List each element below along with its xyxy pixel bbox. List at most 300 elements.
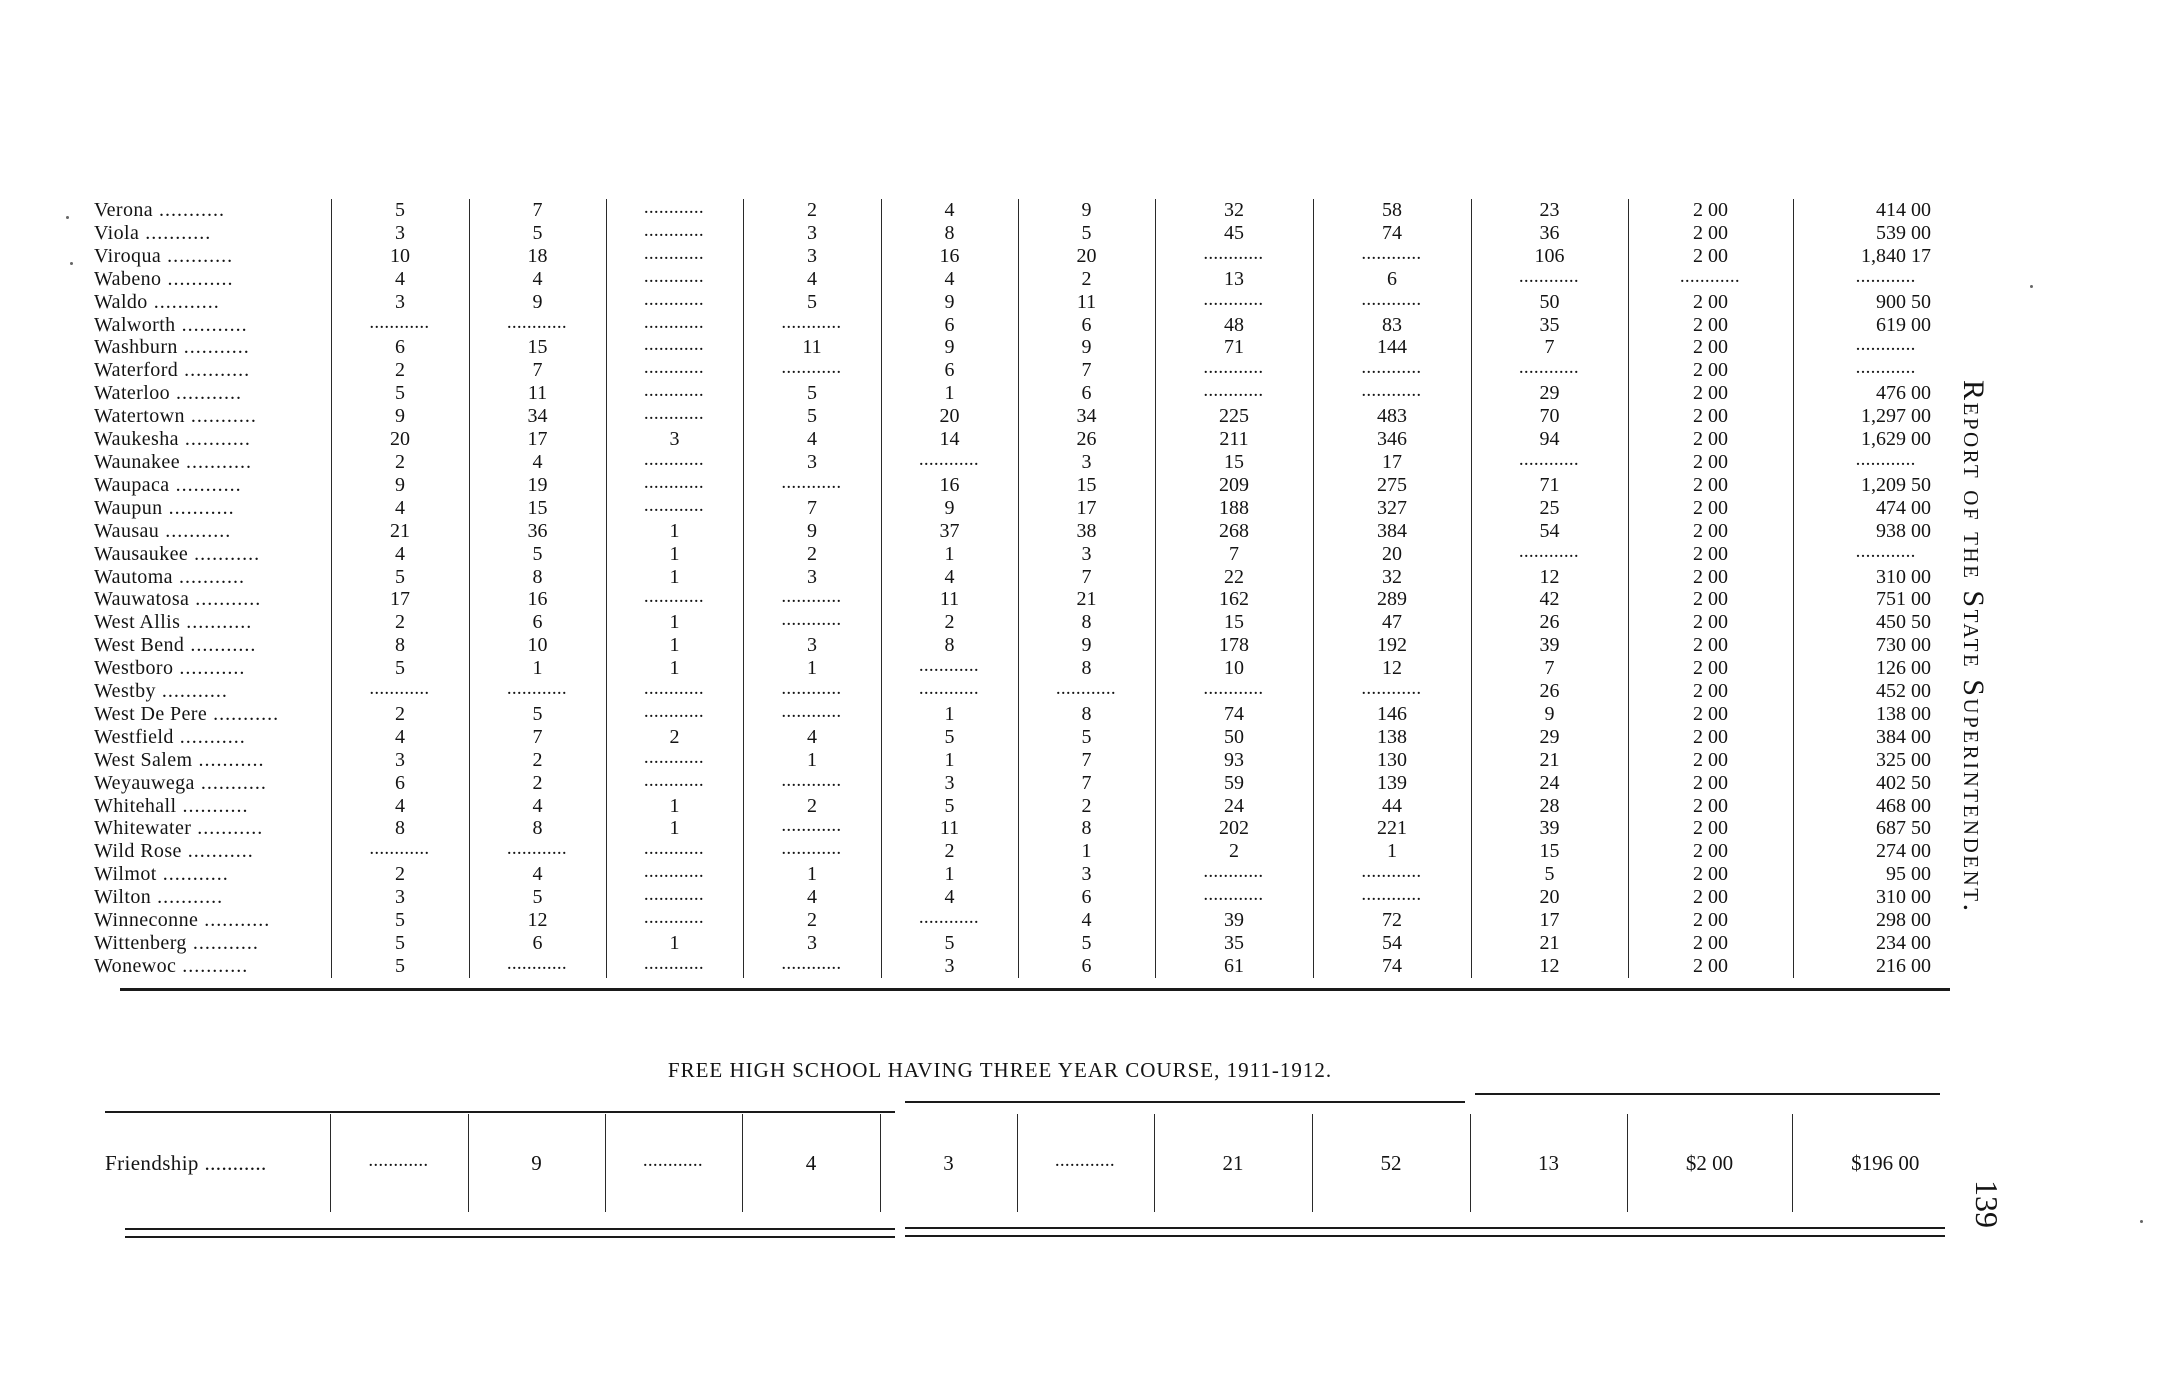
table-cell: 5: [331, 909, 469, 932]
table-cell: 192: [1313, 634, 1471, 657]
school-name: [90, 795, 331, 818]
empty-cell-dots: ............: [743, 817, 881, 840]
table-cell: 1: [881, 382, 1018, 405]
table-cell: 19: [469, 474, 606, 497]
table-cell: 50: [1471, 291, 1628, 314]
school-name: [90, 474, 331, 497]
table-cell: 12: [1471, 955, 1628, 978]
school-name: [90, 451, 331, 474]
empty-cell-dots: ............: [743, 680, 881, 703]
empty-cell-dots: ............: [606, 886, 743, 909]
table-cell: 70: [1471, 405, 1628, 428]
table-cell: 35: [1471, 314, 1628, 337]
table-cell: 29: [1471, 382, 1628, 405]
table-row: [90, 588, 1979, 611]
table-cell: 17: [331, 588, 469, 611]
empty-cell-dots: ............: [881, 451, 1018, 474]
school-name: [90, 657, 331, 680]
empty-cell-dots: ............: [1313, 291, 1471, 314]
dot-leader: ...........: [170, 382, 243, 405]
table-cell: 5: [743, 382, 881, 405]
dot-leader: ...........: [192, 748, 265, 771]
empty-cell-dots: ............: [606, 245, 743, 268]
table-cell: 4: [743, 886, 881, 909]
school-name-text: Wilmot: [94, 863, 157, 886]
table-row: [90, 359, 1979, 382]
table-row: [90, 245, 1979, 268]
table-cell: 2 00: [1628, 955, 1793, 978]
table-cell: 3: [743, 566, 881, 589]
table-cell: 4: [743, 726, 881, 749]
empty-cell-dots: ............: [330, 1114, 468, 1212]
school-name-text: West Allis: [94, 611, 181, 634]
table-cell: 2 00: [1628, 336, 1793, 359]
table-cell: 9: [1018, 336, 1155, 359]
table-cell: 1: [881, 543, 1018, 566]
table-row: [90, 680, 1979, 703]
table-row: [90, 199, 1979, 222]
table-cell: 346: [1313, 428, 1471, 451]
empty-cell-dots: ............: [1471, 268, 1628, 291]
dot-leader: ...........: [176, 954, 249, 977]
school-name-text: Wauwatosa: [94, 588, 190, 611]
table-cell: 3: [743, 634, 881, 657]
school-name-text: Westfield: [94, 725, 174, 748]
table-cell: 15: [1155, 611, 1313, 634]
table-row: [90, 268, 1979, 291]
table-cell: 3: [331, 222, 469, 245]
three-year-course-rows: [105, 1114, 1978, 1212]
table-cell: 4: [331, 543, 469, 566]
table-cell: 4: [743, 268, 881, 291]
sub-table-bottom-rule-3: [905, 1227, 1945, 1229]
table-cell: 8: [881, 634, 1018, 657]
empty-cell-dots: ............: [1155, 680, 1313, 703]
school-name: [90, 543, 331, 566]
school-name: [90, 588, 331, 611]
table-cell: 39: [1471, 817, 1628, 840]
table-cell: 4: [469, 268, 606, 291]
table-cell: 2 00: [1628, 451, 1793, 474]
empty-cell-dots: ............: [606, 405, 743, 428]
table-cell: 3: [881, 772, 1018, 795]
three-year-course-title: FREE HIGH SCHOOL HAVING THREE YEAR COURSE, 1911-1912.: [667, 1058, 1333, 1082]
school-name: [90, 932, 331, 955]
table-cell: 5: [1018, 726, 1155, 749]
table-cell: 20: [1018, 245, 1155, 268]
table-cell: 5: [881, 795, 1018, 818]
table-cell: 5: [331, 932, 469, 955]
table-cell: 2: [469, 772, 606, 795]
school-name: [90, 634, 331, 657]
table-cell: $196 00: [1851, 1150, 1920, 1175]
table-cell: 9: [1471, 703, 1628, 726]
table-cell: 1: [606, 611, 743, 634]
table-cell: 59: [1155, 772, 1313, 795]
table-cell: 20: [331, 428, 469, 451]
table-cell: 21: [1018, 588, 1155, 611]
school-name: [90, 405, 331, 428]
school-name: [90, 428, 331, 451]
table-row: [90, 795, 1979, 818]
table-cell: 15: [469, 497, 606, 520]
sub-table-bottom-rule-1: [125, 1228, 895, 1230]
table-cell: 72: [1313, 909, 1471, 932]
table-cell: 2 00: [1628, 588, 1793, 611]
table-cell: 3: [743, 932, 881, 955]
school-name: [90, 497, 331, 520]
empty-cell-dots: ............: [1313, 863, 1471, 886]
table-cell: 2: [331, 451, 469, 474]
table-row: [90, 817, 1979, 840]
dot-leader: ...........: [172, 565, 245, 588]
table-cell: 3: [331, 291, 469, 314]
statistics-table: [90, 199, 1979, 978]
scan-speck: [70, 262, 73, 265]
dot-leader: ...........: [191, 817, 264, 840]
table-cell: 1: [606, 932, 743, 955]
table-cell: 687 50: [1876, 817, 1931, 840]
table-cell: 2 00: [1628, 245, 1793, 268]
school-name: [90, 336, 331, 359]
empty-cell-dots: ............: [331, 840, 469, 863]
table-cell: 146: [1313, 703, 1471, 726]
table-cell: 5: [1471, 863, 1628, 886]
table-cell: 21: [1471, 932, 1628, 955]
table-cell: 54: [1313, 932, 1471, 955]
table-cell: 7: [743, 497, 881, 520]
school-name-text: Viroqua: [94, 244, 162, 267]
table-cell: 474 00: [1876, 496, 1931, 519]
empty-cell-dots: ............: [606, 314, 743, 337]
table-cell: 13: [1470, 1114, 1627, 1212]
empty-cell-dots: ............: [1628, 268, 1793, 291]
table-row: [90, 634, 1979, 657]
empty-cell-dots: ............: [743, 955, 881, 978]
table-cell: 1: [606, 543, 743, 566]
table-cell: 2: [331, 359, 469, 382]
table-cell: 8: [1018, 657, 1155, 680]
school-name-text: West Bend: [94, 634, 185, 657]
table-cell: 1: [606, 520, 743, 543]
school-name: [90, 611, 331, 634]
school-name-text: Waterloo: [94, 382, 171, 405]
table-cell: 5: [1018, 932, 1155, 955]
table-cell: 274 00: [1876, 840, 1931, 863]
table-cell: 2 00: [1628, 703, 1793, 726]
table-cell: 3: [1018, 863, 1155, 886]
table-cell: 36: [1471, 222, 1628, 245]
table-cell: 52: [1312, 1114, 1470, 1212]
table-cell: 17: [1313, 451, 1471, 474]
school-name-text: Waldo: [94, 290, 148, 313]
table-cell: 4: [742, 1114, 880, 1212]
table-cell: 4: [743, 428, 881, 451]
table-cell: 34: [1018, 405, 1155, 428]
table-cell: 8: [331, 817, 469, 840]
empty-cell-dots: ............: [1018, 680, 1155, 703]
table-row: [105, 1114, 1978, 1212]
table-cell: 2 00: [1628, 749, 1793, 772]
school-name: [90, 222, 331, 245]
school-name-text: Washburn: [94, 336, 178, 359]
table-cell: 476 00: [1876, 382, 1931, 405]
empty-cell-dots: ............: [606, 291, 743, 314]
table-cell: 6: [881, 359, 1018, 382]
table-cell: 9: [743, 520, 881, 543]
table-cell: 2 00: [1628, 726, 1793, 749]
table-cell: 44: [1313, 795, 1471, 818]
empty-cell-dots: ............: [606, 451, 743, 474]
table-cell: 9: [881, 291, 1018, 314]
dot-leader: ...........: [151, 886, 224, 909]
table-row: [90, 497, 1979, 520]
table-cell: 730 00: [1876, 634, 1931, 657]
table-cell: 4: [331, 795, 469, 818]
table-cell: 71: [1471, 474, 1628, 497]
dot-leader: ...........: [159, 519, 232, 542]
school-name: [90, 772, 331, 795]
school-name: [90, 314, 331, 337]
table-cell: 310 00: [1876, 886, 1931, 909]
table-cell: 7: [469, 359, 606, 382]
school-name: [105, 1114, 330, 1212]
table-cell: 1: [606, 566, 743, 589]
empty-cell-dots: ............: [469, 314, 606, 337]
table-cell: 5: [469, 222, 606, 245]
table-cell: 48: [1155, 314, 1313, 337]
school-name-text: Wittenberg: [94, 932, 187, 954]
table-cell: 74: [1313, 955, 1471, 978]
dot-leader: ...........: [173, 725, 246, 748]
table-cell: 2: [743, 795, 881, 818]
table-cell: 2 00: [1628, 817, 1793, 840]
empty-cell-dots: ............: [469, 840, 606, 863]
school-name-text: Wautoma: [94, 565, 173, 588]
table-cell: 6: [1018, 955, 1155, 978]
table-cell: 4: [881, 268, 1018, 291]
table-row: [90, 611, 1979, 634]
empty-cell-dots: ............: [606, 336, 743, 359]
school-name-text: Wabeno: [94, 267, 162, 290]
table-cell: 4: [469, 451, 606, 474]
table-cell: 11: [1018, 291, 1155, 314]
table-cell: 5: [743, 405, 881, 428]
table-cell: 144: [1313, 336, 1471, 359]
table-cell: 1,297 00: [1861, 405, 1931, 428]
table-cell: 23: [1471, 199, 1628, 222]
table-cell: 3: [1018, 543, 1155, 566]
table-row: [90, 886, 1979, 909]
dot-leader: ...........: [153, 199, 226, 221]
school-name: [90, 726, 331, 749]
dot-leader: ...........: [188, 542, 261, 565]
table-cell: 6: [331, 772, 469, 795]
table-cell: 12: [1471, 566, 1628, 589]
empty-cell-dots: ............: [743, 772, 881, 795]
school-name-text: Westby: [94, 680, 156, 703]
dot-leader: ...........: [139, 221, 212, 244]
dot-leader: ...........: [207, 702, 280, 725]
table-cell: 94: [1471, 428, 1628, 451]
dot-leader: ...........: [161, 244, 234, 267]
table-cell: 234 00: [1876, 932, 1931, 954]
empty-cell-dots: ............: [1017, 1114, 1154, 1212]
table-cell: 298 00: [1876, 909, 1931, 932]
table-cell: 4: [469, 863, 606, 886]
table-cell: 45: [1155, 222, 1313, 245]
table-cell: 74: [1313, 222, 1471, 245]
school-name-text: Winneconne: [94, 909, 199, 932]
empty-cell-dots: ............: [606, 703, 743, 726]
empty-cell-dots: ............: [1155, 886, 1313, 909]
table-cell: 29: [1471, 726, 1628, 749]
table-cell: 1,840 17: [1861, 244, 1931, 267]
sub-table-top-rule-1: [105, 1111, 895, 1113]
table-cell: 1: [606, 634, 743, 657]
dot-leader: ...........: [189, 588, 262, 611]
school-name-text: Friendship: [105, 1150, 199, 1175]
school-name-text: Walworth: [94, 313, 176, 336]
page-number: 139: [1969, 1180, 2005, 1228]
table-cell: 900 50: [1876, 290, 1931, 313]
school-name-text: Whitehall: [94, 794, 177, 817]
dot-leader: ...........: [198, 909, 271, 932]
table-cell: 26: [1471, 611, 1628, 634]
table-cell: 16: [881, 245, 1018, 268]
table-row: [90, 749, 1979, 772]
empty-cell-dots: ............: [606, 909, 743, 932]
empty-cell-dots: ............: [469, 955, 606, 978]
table-cell: 1: [881, 703, 1018, 726]
table-cell: 10: [469, 634, 606, 657]
empty-cell-dots: ............: [743, 611, 881, 634]
table-row: [90, 955, 1979, 978]
table-cell: 61: [1155, 955, 1313, 978]
table-row: [90, 726, 1979, 749]
table-cell: 25: [1471, 497, 1628, 520]
school-name-text: Weyauwega: [94, 771, 195, 794]
table-cell: 2: [1018, 268, 1155, 291]
table-cell: 1: [606, 657, 743, 680]
empty-cell-dots: ............: [606, 497, 743, 520]
dot-leader: ...........: [173, 657, 246, 680]
school-name-text: West Salem: [94, 748, 193, 771]
table-cell: 93: [1155, 749, 1313, 772]
table-cell: 2 00: [1628, 382, 1793, 405]
table-cell: 9: [331, 405, 469, 428]
table-cell: 1: [1018, 840, 1155, 863]
table-row: [90, 474, 1979, 497]
table-cell: 11: [469, 382, 606, 405]
table-row: [90, 314, 1979, 337]
table-cell: 39: [1471, 634, 1628, 657]
running-head: Report of the State Superintendent.: [1957, 380, 1990, 914]
dot-leader: ...........: [177, 336, 250, 359]
table-row: [90, 772, 1979, 795]
table-cell: 2 00: [1628, 886, 1793, 909]
table-cell: 178: [1155, 634, 1313, 657]
table-cell: 17: [1018, 497, 1155, 520]
table-cell: 47: [1313, 611, 1471, 634]
table-row: [90, 566, 1979, 589]
dot-leader: ...........: [147, 290, 220, 313]
dot-leader: ...........: [180, 611, 253, 634]
table-cell: 36: [469, 520, 606, 543]
table-cell: 106: [1471, 245, 1628, 268]
table-cell: 2: [331, 611, 469, 634]
table-cell: 268: [1155, 520, 1313, 543]
table-cell: 126 00: [1876, 657, 1931, 680]
empty-cell-dots: ............: [606, 588, 743, 611]
table-cell: 7: [1018, 749, 1155, 772]
sub-table-top-rule-3: [1475, 1093, 1940, 1095]
table-cell: 28: [1471, 795, 1628, 818]
table-bottom-rule: [120, 988, 1950, 991]
table-cell: 9: [469, 291, 606, 314]
empty-cell-dots: ............: [743, 840, 881, 863]
table-cell: 938 00: [1876, 519, 1931, 542]
table-cell: 12: [1313, 657, 1471, 680]
empty-cell-dots: ............: [743, 703, 881, 726]
table-cell: 5: [331, 657, 469, 680]
school-name: [90, 863, 331, 886]
table-cell: 1: [606, 795, 743, 818]
table-row: [90, 863, 1979, 886]
empty-cell-dots: ............: [1155, 245, 1313, 268]
table-cell: 619 00: [1876, 313, 1931, 336]
school-name: [90, 199, 331, 222]
table-cell: 2 00: [1628, 291, 1793, 314]
school-name: [90, 840, 331, 863]
table-cell: 468 00: [1876, 794, 1931, 817]
table-cell: 37: [881, 520, 1018, 543]
empty-cell-dots: ............: [605, 1114, 742, 1212]
table-cell: 751 00: [1876, 588, 1931, 611]
empty-cell-dots: ............: [881, 657, 1018, 680]
dot-leader: ...........: [175, 313, 248, 336]
school-name-text: Wonewoc: [94, 954, 177, 977]
empty-cell-dots: ............: [1313, 359, 1471, 382]
table-cell: 2: [881, 611, 1018, 634]
table-cell: 6: [331, 336, 469, 359]
table-cell: 5: [331, 199, 469, 222]
table-cell: 209: [1155, 474, 1313, 497]
table-cell: 275: [1313, 474, 1471, 497]
empty-cell-dots: ............: [743, 474, 881, 497]
school-name-text: Waunakee: [94, 450, 180, 473]
table-cell: 450 50: [1876, 611, 1931, 634]
table-cell: 384: [1313, 520, 1471, 543]
table-cell: 5: [1018, 222, 1155, 245]
table-cell: 2 00: [1628, 795, 1793, 818]
table-cell: 211: [1155, 428, 1313, 451]
table-cell: 8: [331, 634, 469, 657]
table-cell: 5: [469, 543, 606, 566]
empty-cell-dots: ............: [606, 749, 743, 772]
table-cell: 3: [743, 222, 881, 245]
school-name-text: Watertown: [94, 405, 185, 428]
table-cell: 50: [1155, 726, 1313, 749]
table-cell: 2: [743, 543, 881, 566]
table-cell: 7: [1018, 772, 1155, 795]
empty-cell-dots: ............: [1856, 453, 1917, 469]
empty-cell-dots: ............: [1856, 545, 1917, 561]
table-cell: 6: [469, 611, 606, 634]
table-cell: 1: [881, 863, 1018, 886]
table-cell: 20: [1471, 886, 1628, 909]
table-cell: 7: [1018, 566, 1155, 589]
